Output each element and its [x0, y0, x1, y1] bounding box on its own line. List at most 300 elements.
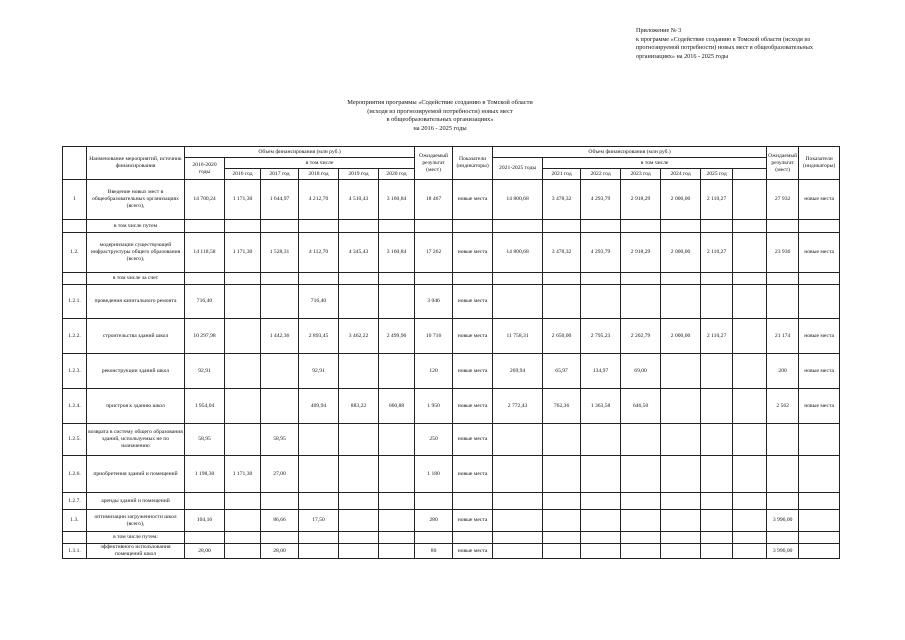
row-spacer [733, 233, 767, 273]
row-name: проведения капитального ремонта [87, 285, 185, 319]
row-result-1: 80 [415, 544, 453, 559]
row-name: модернизации существующей инфраструктуры общего образования (всего), [87, 233, 185, 273]
row-name: в том числе путем [87, 220, 185, 233]
header-empty [733, 169, 767, 180]
row-2019 [339, 285, 379, 319]
row-indicator-2 [799, 220, 840, 233]
row-result-2: 21 174 [767, 319, 799, 354]
row-2017 [261, 285, 299, 319]
row-2016 [225, 354, 261, 389]
table-row [63, 456, 840, 493]
row-total-2021-2025 [493, 456, 543, 493]
header-2022: 2022 год [581, 169, 621, 180]
row-indicator-2: новые места [799, 354, 840, 389]
row-2024 [661, 510, 701, 532]
financing-table [62, 146, 840, 559]
header-period-2016-2020: 2016-2020 годы [185, 158, 225, 180]
row-result-2 [767, 493, 799, 510]
row-2025: 2 110,27 [701, 180, 733, 220]
row-indicator-2: новые места [799, 389, 840, 424]
row-2018 [299, 424, 339, 456]
row-2020 [379, 456, 415, 493]
row-2019 [339, 532, 379, 544]
row-2024 [661, 273, 701, 285]
row-indicator-1 [453, 220, 493, 233]
row-2019 [339, 493, 379, 510]
row-2017: 1 442,36 [261, 319, 299, 354]
row-total-2021-2025: 14 800,68 [493, 233, 543, 273]
table-row [63, 493, 840, 510]
title-line-3: в общеобразовательных организациях» [386, 116, 494, 124]
row-spacer [733, 354, 767, 389]
header-2017: 2017 год [261, 169, 299, 180]
row-spacer [733, 532, 767, 544]
row-result-2: 23 936 [767, 233, 799, 273]
row-number: 1.2.3. [63, 354, 87, 389]
row-2023 [621, 456, 661, 493]
row-2022 [581, 532, 621, 544]
row-2025 [701, 273, 733, 285]
row-2019 [339, 456, 379, 493]
row-name: аренды зданий и помещений [87, 493, 185, 510]
row-2021: 3 478,32 [543, 233, 581, 273]
row-2022: 134,97 [581, 354, 621, 389]
row-name: эффективного использования помещений школ [87, 544, 185, 559]
row-spacer [733, 456, 767, 493]
row-2018: 409,94 [299, 389, 339, 424]
row-indicator-1: новые места [453, 544, 493, 559]
header-indicators-2: Показатели (индикаторы) [799, 147, 840, 180]
row-2022: 4 293,79 [581, 180, 621, 220]
row-total-2021-2025 [493, 220, 543, 233]
row-indicator-1: новые места [453, 424, 493, 456]
row-2021: 3 478,32 [543, 180, 581, 220]
row-2023: 646,50 [621, 389, 661, 424]
row-total-2016-2020 [185, 220, 225, 233]
row-total-2021-2025 [493, 424, 543, 456]
row-2016 [225, 220, 261, 233]
row-number: 1.2.2. [63, 319, 87, 354]
row-2020 [379, 544, 415, 559]
header-result-2: Ожидаемый результат (мест) [767, 147, 799, 180]
row-number: 1 [63, 180, 87, 220]
row-2021 [543, 532, 581, 544]
row-result-2: 3 996,00 [767, 544, 799, 559]
row-2016 [225, 273, 261, 285]
row-2025 [701, 532, 733, 544]
header-financing-1: Объем финансирования (млн руб.) [185, 147, 415, 158]
annex-line-1: Приложение № 3 [636, 27, 682, 34]
row-2022 [581, 510, 621, 532]
row-2023 [621, 424, 661, 456]
table-row [63, 510, 840, 532]
row-2018: 92,91 [299, 354, 339, 389]
row-number: 1.3.1. [63, 544, 87, 559]
row-2017 [261, 389, 299, 424]
row-2024: 2 000,00 [661, 233, 701, 273]
row-2024 [661, 532, 701, 544]
row-2023 [621, 220, 661, 233]
row-2024 [661, 493, 701, 510]
row-indicator-1: новые места [453, 510, 493, 532]
row-2025 [701, 220, 733, 233]
row-total-2016-2020: 14 118,58 [185, 233, 225, 273]
row-number: 1.2.5. [63, 424, 87, 456]
row-2018: 4 212,70 [299, 180, 339, 220]
row-2016 [225, 510, 261, 532]
row-total-2021-2025 [493, 285, 543, 319]
row-2023 [621, 532, 661, 544]
row-total-2016-2020: 1 954,04 [185, 389, 225, 424]
row-2018 [299, 456, 339, 493]
row-2022 [581, 544, 621, 559]
document-title [330, 99, 550, 133]
row-2017: 1 528,31 [261, 233, 299, 273]
row-2023 [621, 493, 661, 510]
row-2018: 17,50 [299, 510, 339, 532]
row-2018 [299, 532, 339, 544]
row-2019 [339, 273, 379, 285]
row-2017: 86,66 [261, 510, 299, 532]
row-total-2021-2025: 2 772,43 [493, 389, 543, 424]
row-name: в том числе путем: [87, 532, 185, 544]
table-row [63, 220, 840, 233]
row-2017: 58,95 [261, 424, 299, 456]
row-total-2016-2020: 1 198,30 [185, 456, 225, 493]
row-2018 [299, 220, 339, 233]
row-total-2016-2020: 92,91 [185, 354, 225, 389]
row-total-2016-2020: 716,40 [185, 285, 225, 319]
row-2025 [701, 456, 733, 493]
row-2023: 2 202,79 [621, 319, 661, 354]
row-name: реконструкции зданий школ [87, 354, 185, 389]
header-including-1: в том числе [225, 158, 415, 169]
row-result-2 [767, 532, 799, 544]
row-2023 [621, 285, 661, 319]
row-2022: 2 795,23 [581, 319, 621, 354]
row-name: приобретения зданий и помещений [87, 456, 185, 493]
row-result-2 [767, 456, 799, 493]
row-2017 [261, 354, 299, 389]
row-total-2016-2020 [185, 532, 225, 544]
row-2016 [225, 319, 261, 354]
row-2020: 2 499,96 [379, 319, 415, 354]
row-spacer [733, 424, 767, 456]
row-2017: 28,00 [261, 544, 299, 559]
row-2024 [661, 389, 701, 424]
row-2016 [225, 389, 261, 424]
row-2018: 4 112,70 [299, 233, 339, 273]
row-total-2021-2025 [493, 493, 543, 510]
row-indicator-2 [799, 544, 840, 559]
row-indicator-1: новые места [453, 456, 493, 493]
row-total-2021-2025 [493, 273, 543, 285]
row-total-2016-2020 [185, 493, 225, 510]
row-2018: 2 893,45 [299, 319, 339, 354]
row-2025 [701, 354, 733, 389]
row-2021 [543, 456, 581, 493]
header-2019: 2019 год [339, 169, 379, 180]
row-result-1: 1 950 [415, 389, 453, 424]
row-indicator-1 [453, 532, 493, 544]
row-result-1: 17 262 [415, 233, 453, 273]
row-2020 [379, 510, 415, 532]
header-2020: 2020 год [379, 169, 415, 180]
row-result-2: 2 562 [767, 389, 799, 424]
row-2022: 4 293,79 [581, 233, 621, 273]
row-result-2: 200 [767, 354, 799, 389]
row-result-1: 1 180 [415, 456, 453, 493]
row-2021 [543, 544, 581, 559]
row-2018: 716,40 [299, 285, 339, 319]
row-indicator-2 [799, 510, 840, 532]
row-2016 [225, 532, 261, 544]
row-result-1: 10 716 [415, 319, 453, 354]
header-result-1: Ожидаемый результат (мест) [415, 147, 453, 180]
row-indicator-1: новые места [453, 319, 493, 354]
row-spacer [733, 180, 767, 220]
row-2020: 3 160,84 [379, 180, 415, 220]
row-number: 1.2.4. [63, 389, 87, 424]
row-indicator-2 [799, 532, 840, 544]
row-indicator-1 [453, 273, 493, 285]
row-total-2021-2025 [493, 510, 543, 532]
row-name: пристроя к зданию школ [87, 389, 185, 424]
header-2024: 2024 год [661, 169, 701, 180]
row-total-2021-2025: 269,94 [493, 354, 543, 389]
row-2020: 660,88 [379, 389, 415, 424]
row-result-1 [415, 493, 453, 510]
row-result-2 [767, 220, 799, 233]
row-2024 [661, 544, 701, 559]
row-2019 [339, 220, 379, 233]
header-2023: 2023 год [621, 169, 661, 180]
row-2019 [339, 544, 379, 559]
row-total-2021-2025 [493, 544, 543, 559]
row-2025 [701, 285, 733, 319]
header-2016: 2016 год [225, 169, 261, 180]
row-2025 [701, 510, 733, 532]
row-2020 [379, 273, 415, 285]
row-indicator-2 [799, 273, 840, 285]
table-row [63, 544, 840, 559]
row-2024 [661, 285, 701, 319]
row-result-2 [767, 273, 799, 285]
row-result-1: 3 046 [415, 285, 453, 319]
row-indicator-2 [799, 456, 840, 493]
row-spacer [733, 220, 767, 233]
row-indicator-2 [799, 424, 840, 456]
row-spacer [733, 544, 767, 559]
table-row [63, 424, 840, 456]
row-2024 [661, 456, 701, 493]
row-2018 [299, 544, 339, 559]
row-name: в том числе за счет [87, 273, 185, 285]
header-financing-2: Объем финансирования (млн руб.) [493, 147, 767, 158]
table-row [63, 285, 840, 319]
header-indicators-1: Показатели (индикаторы) [453, 147, 493, 180]
row-number [63, 220, 87, 233]
row-2020: 3 160,84 [379, 233, 415, 273]
row-2017 [261, 532, 299, 544]
row-2021 [543, 510, 581, 532]
row-2020 [379, 532, 415, 544]
header-2025: 2025 год [701, 169, 733, 180]
title-line-4: на 2016 - 2025 годы [413, 124, 467, 132]
row-result-1 [415, 273, 453, 285]
row-total-2021-2025: 11 758,31 [493, 319, 543, 354]
row-number [63, 532, 87, 544]
row-total-2016-2020 [185, 273, 225, 285]
row-2021: 65,97 [543, 354, 581, 389]
row-number: 1.2.6. [63, 456, 87, 493]
row-2024 [661, 424, 701, 456]
row-2020 [379, 424, 415, 456]
row-2019 [339, 354, 379, 389]
row-number: 1.2. [63, 233, 87, 273]
title-line-2: (исходя из прогнозируемой потребности) новых мест [367, 107, 513, 115]
header-including-2: в том числе [543, 158, 767, 169]
row-2022 [581, 493, 621, 510]
row-2021: 762,36 [543, 389, 581, 424]
row-2023 [621, 544, 661, 559]
row-2022 [581, 456, 621, 493]
row-2019: 3 462,22 [339, 319, 379, 354]
annex-note [636, 27, 876, 61]
row-indicator-2: новые места [799, 233, 840, 273]
row-2025 [701, 424, 733, 456]
row-2020 [379, 354, 415, 389]
row-2025 [701, 544, 733, 559]
row-2016 [225, 285, 261, 319]
row-2018 [299, 493, 339, 510]
row-spacer [733, 273, 767, 285]
row-2016 [225, 493, 261, 510]
row-name: возврата в систему общего образования зданий, используемых не по назначению [87, 424, 185, 456]
row-2024: 2 000,00 [661, 319, 701, 354]
row-2023: 69,00 [621, 354, 661, 389]
header-name: Наименование мероприятий, источник финансирования [87, 147, 185, 180]
row-2025 [701, 389, 733, 424]
header-2021: 2021 год [543, 169, 581, 180]
row-2019 [339, 510, 379, 532]
row-2022 [581, 424, 621, 456]
row-2022 [581, 220, 621, 233]
title-line-1: Мероприятия программы «Содействие созданию в Томской области [347, 99, 533, 106]
row-2017 [261, 493, 299, 510]
row-name: Введение новых мест в общеобразовательных организациях (всего), [87, 180, 185, 220]
row-2021 [543, 424, 581, 456]
row-2016: 1 171,30 [225, 233, 261, 273]
row-indicator-2 [799, 285, 840, 319]
row-2019: 4 510,43 [339, 180, 379, 220]
table-row [63, 389, 840, 424]
row-2016 [225, 544, 261, 559]
row-2023: 2 918,29 [621, 233, 661, 273]
row-total-2016-2020: 14 700,24 [185, 180, 225, 220]
row-2023 [621, 273, 661, 285]
row-indicator-1: новые места [453, 354, 493, 389]
annex-line-4: организациях» на 2016 - 2025 годы [636, 52, 729, 60]
row-total-2021-2025 [493, 532, 543, 544]
row-2022 [581, 273, 621, 285]
row-2019: 883,22 [339, 389, 379, 424]
table-row [63, 180, 840, 220]
row-2017 [261, 220, 299, 233]
row-indicator-1: новые места [453, 389, 493, 424]
row-2023: 2 918,29 [621, 180, 661, 220]
row-result-2 [767, 285, 799, 319]
row-result-1: 280 [415, 510, 453, 532]
row-spacer [733, 510, 767, 532]
row-total-2016-2020: 58,95 [185, 424, 225, 456]
row-indicator-1: новые места [453, 180, 493, 220]
row-2025 [701, 493, 733, 510]
row-result-1: 250 [415, 424, 453, 456]
row-number: 1.3. [63, 510, 87, 532]
table-row [63, 319, 840, 354]
row-2019 [339, 424, 379, 456]
row-2024 [661, 354, 701, 389]
row-result-1 [415, 532, 453, 544]
row-indicator-1 [453, 493, 493, 510]
row-2021 [543, 273, 581, 285]
annex-line-2: к программе «Содействие созданию в Томской области (исходя из [636, 35, 811, 43]
row-2017: 1 644,97 [261, 180, 299, 220]
row-number: 1.2.7. [63, 493, 87, 510]
header-number [63, 147, 87, 180]
row-2020 [379, 493, 415, 510]
row-2020 [379, 220, 415, 233]
row-number [63, 273, 87, 285]
row-2021: 2 650,00 [543, 319, 581, 354]
header-2018: 2018 год [299, 169, 339, 180]
row-total-2016-2020: 28,00 [185, 544, 225, 559]
row-spacer [733, 389, 767, 424]
row-indicator-2 [799, 493, 840, 510]
row-2022 [581, 285, 621, 319]
row-spacer [733, 493, 767, 510]
table-row [63, 233, 840, 273]
row-result-1 [415, 220, 453, 233]
row-result-2: 3 996,00 [767, 510, 799, 532]
row-2016: 1 171,30 [225, 180, 261, 220]
row-result-2 [767, 424, 799, 456]
row-2022: 1 363,58 [581, 389, 621, 424]
row-2020 [379, 285, 415, 319]
row-2023 [621, 510, 661, 532]
row-2024 [661, 220, 701, 233]
row-2024: 2 000,00 [661, 180, 701, 220]
row-result-1: 18 467 [415, 180, 453, 220]
row-2017: 27,00 [261, 456, 299, 493]
row-2021 [543, 493, 581, 510]
row-2016: 1 171,30 [225, 456, 261, 493]
row-spacer [733, 319, 767, 354]
row-total-2016-2020: 104,16 [185, 510, 225, 532]
row-2019: 4 345,43 [339, 233, 379, 273]
row-2025: 2 110,27 [701, 233, 733, 273]
row-number: 1.2.1. [63, 285, 87, 319]
row-2021 [543, 285, 581, 319]
table-row [63, 273, 840, 285]
row-2025: 2 110,27 [701, 319, 733, 354]
table-row [63, 532, 840, 544]
table-row [63, 354, 840, 389]
header-period-2021-2025: 2021-2025 годы [493, 158, 543, 180]
row-spacer [733, 285, 767, 319]
row-indicator-1: новые места [453, 233, 493, 273]
